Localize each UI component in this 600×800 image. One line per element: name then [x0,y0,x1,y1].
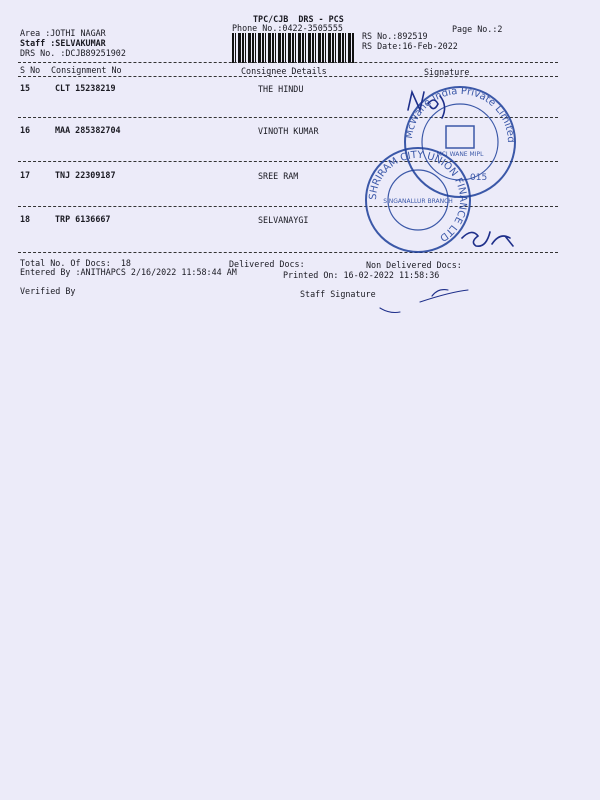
entered-by: Entered By :ANITHAPCS 2/16/2022 11:58:44 AM [20,267,237,277]
non-delivered-docs: Non Delivered Docs: [366,260,462,270]
row-consignee: SELVANAYGI [258,215,309,225]
row-sno: 17 [20,170,31,180]
delivered-docs: Delivered Docs: [229,259,305,269]
area-field: Area :JOTHI NAGAR [20,28,106,38]
row-sno: 16 [20,125,31,135]
row-consignment: TNJ 22309187 [55,170,116,180]
branch-stamp [366,148,470,252]
printed-on: Printed On: 16-02-2022 11:58:36 [283,270,440,280]
rs-number: RS No.:892519 [362,31,428,41]
column-header-sno: S No [20,65,41,75]
staff-signature-label: Staff Signature [300,289,376,299]
verified-by: Verified By [20,286,76,296]
row-consignment: CLT 15238219 [55,83,116,93]
staff-signature [380,290,468,313]
row-consignment: TRP 6136667 [55,214,111,224]
company-stamp-logo: MCI WANE MIPL [436,151,484,158]
total-docs: Total No. Of Docs: 18 [20,258,131,268]
column-header-consignment: Consignment No [51,65,122,75]
column-header-consignee: Consignee Details [241,66,327,76]
company-stamp-ring-text: McWane India Private Limited [403,85,517,144]
company-stamp-code: 015 [470,173,488,183]
staff-field: Staff :SELVAKUMAR [20,38,106,48]
page-number: Page No.:2 [452,24,503,34]
branch-stamp-ring-text: SHRIRAM CITY UNION FINANCE LTD [367,149,469,244]
row-consignee: SREE RAM [258,171,299,181]
row-consignee: VINOTH KUMAR [258,126,319,136]
row-sno: 18 [20,214,31,224]
rs-date: RS Date:16-Feb-2022 [362,41,458,51]
row-consignment: MAA 285382704 [55,125,121,135]
phone-number: Phone No.:0422-3505555 [232,23,343,33]
document-title: TPC/CJB DRS - PCS [253,14,344,24]
drs-number: DRS No. :DCJB89251902 [20,48,126,58]
branch-stamp-inner: SINGANALLUR BRANCH [383,198,453,205]
signature-row-18 [462,232,513,246]
row-consignee: THE HINDU [258,84,304,94]
row-sno: 15 [20,83,31,93]
column-header-signature: Signature [424,67,470,77]
